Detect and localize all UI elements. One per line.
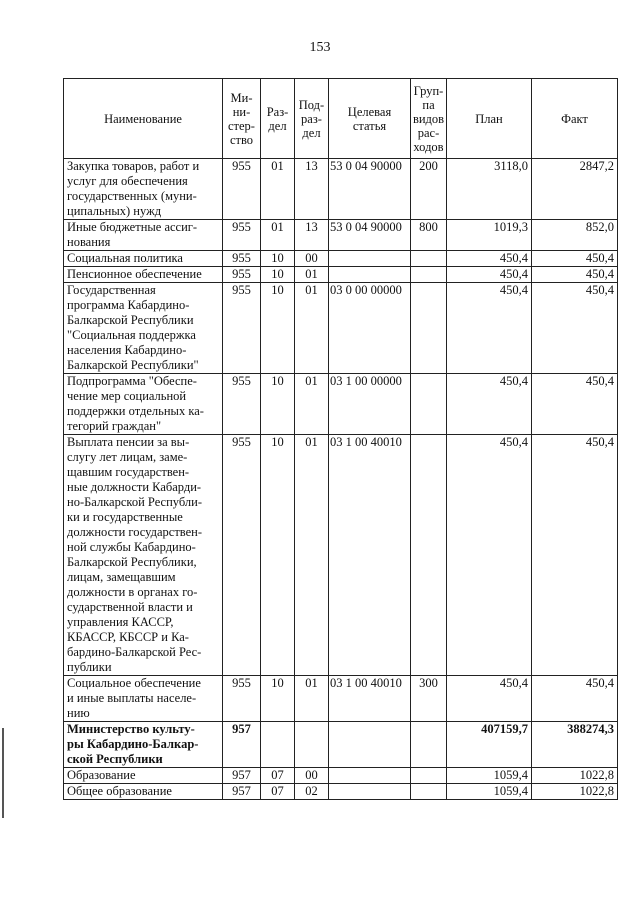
header-section: Раз- дел: [261, 79, 295, 159]
cell-expense-group: [411, 267, 447, 283]
cell-plan: 450,4: [447, 374, 532, 435]
table-row: [64, 435, 618, 676]
cell-plan: 450,4: [447, 676, 532, 722]
cell-section: 07: [261, 784, 295, 800]
cell-ministry: 955: [223, 267, 261, 283]
cell-fact: 1022,8: [532, 784, 618, 800]
cell-subsection: 01: [295, 283, 329, 374]
cell-ministry: 955: [223, 283, 261, 374]
cell-target-article: 03 0 00 00000: [329, 283, 411, 374]
cell-ministry: 955: [223, 220, 261, 251]
header-plan: План: [447, 79, 532, 159]
cell-target-article: 53 0 04 90000: [329, 159, 411, 220]
table-row: [64, 283, 618, 374]
table-row: [64, 159, 618, 220]
cell-target-article: [329, 784, 411, 800]
table-row: [64, 251, 618, 267]
cell-name: Подпрограмма "Обеспе- чение мер социальной поддержки отдельных ка- тегорий граждан": [64, 374, 223, 435]
cell-section: 10: [261, 283, 295, 374]
cell-subsection: 13: [295, 159, 329, 220]
cell-expense-group: 800: [411, 220, 447, 251]
cell-plan: 1019,3: [447, 220, 532, 251]
cell-target-article: 03 1 00 40010: [329, 676, 411, 722]
cell-fact: 450,4: [532, 676, 618, 722]
cell-name: Выплата пенсии за вы- слугу лет лицам, заме- щавшим государствен- ные должности Кабарди- но-Балкарской Республи- ки и государственные должности государствен- ной службы Кабардино- Балкарской Республики, лицам, замещавшим должности в органах го- сударственной власти и управления КАССР, КБАССР, КБССР и Ка- бардино-Балкарской Рес- публики: [64, 435, 223, 676]
cell-expense-group: [411, 283, 447, 374]
cell-name: Социальная политика: [64, 251, 223, 267]
cell-fact: 1022,8: [532, 768, 618, 784]
table-row: [64, 722, 618, 768]
cell-section: 10: [261, 251, 295, 267]
cell-ministry: 955: [223, 676, 261, 722]
cell-plan: 1059,4: [447, 768, 532, 784]
cell-fact: 388274,3: [532, 722, 618, 768]
table-row: [64, 220, 618, 251]
cell-section: [261, 722, 295, 768]
cell-ministry: 955: [223, 159, 261, 220]
cell-expense-group: [411, 374, 447, 435]
cell-name: Пенсионное обеспечение: [64, 267, 223, 283]
cell-expense-group: [411, 251, 447, 267]
table-row: [64, 768, 618, 784]
table-header-row: [64, 79, 618, 159]
cell-plan: 450,4: [447, 283, 532, 374]
cell-section: 10: [261, 374, 295, 435]
cell-section: 01: [261, 220, 295, 251]
cell-subsection: 02: [295, 784, 329, 800]
cell-target-article: 53 0 04 90000: [329, 220, 411, 251]
cell-target-article: [329, 768, 411, 784]
cell-name: Закупка товаров, работ и услуг для обеспечения государственных (муни- ципальных) нужд: [64, 159, 223, 220]
cell-subsection: 00: [295, 768, 329, 784]
cell-ministry: 955: [223, 251, 261, 267]
cell-ministry: 957: [223, 722, 261, 768]
cell-expense-group: 200: [411, 159, 447, 220]
cell-expense-group: [411, 435, 447, 676]
cell-plan: 450,4: [447, 435, 532, 676]
edge-mark: [2, 728, 4, 818]
cell-ministry: 955: [223, 435, 261, 676]
cell-fact: 450,4: [532, 435, 618, 676]
table-body: [64, 159, 618, 800]
table-row: [64, 267, 618, 283]
cell-name: Иные бюджетные ассиг- нования: [64, 220, 223, 251]
cell-plan: 407159,7: [447, 722, 532, 768]
cell-name: Образование: [64, 768, 223, 784]
cell-subsection: 01: [295, 435, 329, 676]
cell-subsection: 01: [295, 676, 329, 722]
cell-name: Социальное обеспечение и иные выплаты населе- нию: [64, 676, 223, 722]
cell-section: 01: [261, 159, 295, 220]
cell-target-article: [329, 251, 411, 267]
page-number: 153: [309, 40, 331, 55]
cell-fact: 2847,2: [532, 159, 618, 220]
cell-subsection: 13: [295, 220, 329, 251]
cell-target-article: 03 1 00 40010: [329, 435, 411, 676]
cell-ministry: 955: [223, 374, 261, 435]
cell-fact: 450,4: [532, 267, 618, 283]
cell-section: 10: [261, 676, 295, 722]
cell-subsection: 00: [295, 251, 329, 267]
table-row: [64, 676, 618, 722]
cell-expense-group: [411, 768, 447, 784]
header-expense-group: Груп- па видов рас- ходов: [411, 79, 447, 159]
cell-plan: 1059,4: [447, 784, 532, 800]
cell-expense-group: 300: [411, 676, 447, 722]
cell-name: Министерство культу- ры Кабардино-Балкар- ской Республики: [64, 722, 223, 768]
cell-section: 10: [261, 435, 295, 676]
header-subsection: Под- раз- дел: [295, 79, 329, 159]
cell-target-article: [329, 267, 411, 283]
cell-fact: 852,0: [532, 220, 618, 251]
cell-fact: 450,4: [532, 251, 618, 267]
cell-plan: 450,4: [447, 267, 532, 283]
table-row: [64, 784, 618, 800]
cell-name: Государственная программа Кабардино- Балкарской Республики "Социальная поддержка населения Кабардино- Балкарской Республики": [64, 283, 223, 374]
cell-section: 07: [261, 768, 295, 784]
cell-subsection: 01: [295, 374, 329, 435]
cell-section: 10: [261, 267, 295, 283]
cell-subsection: 01: [295, 267, 329, 283]
cell-expense-group: [411, 784, 447, 800]
header-ministry: Ми- ни- стер- ство: [223, 79, 261, 159]
cell-plan: 450,4: [447, 251, 532, 267]
header-target-article: Целевая статья: [329, 79, 411, 159]
cell-ministry: 957: [223, 784, 261, 800]
cell-target-article: 03 1 00 00000: [329, 374, 411, 435]
cell-subsection: [295, 722, 329, 768]
budget-table: [63, 78, 618, 800]
cell-target-article: [329, 722, 411, 768]
header-fact: Факт: [532, 79, 618, 159]
cell-name: Общее образование: [64, 784, 223, 800]
cell-ministry: 957: [223, 768, 261, 784]
table-row: [64, 374, 618, 435]
cell-expense-group: [411, 722, 447, 768]
header-name: Наименование: [64, 79, 223, 159]
cell-fact: 450,4: [532, 283, 618, 374]
cell-fact: 450,4: [532, 374, 618, 435]
cell-plan: 3118,0: [447, 159, 532, 220]
